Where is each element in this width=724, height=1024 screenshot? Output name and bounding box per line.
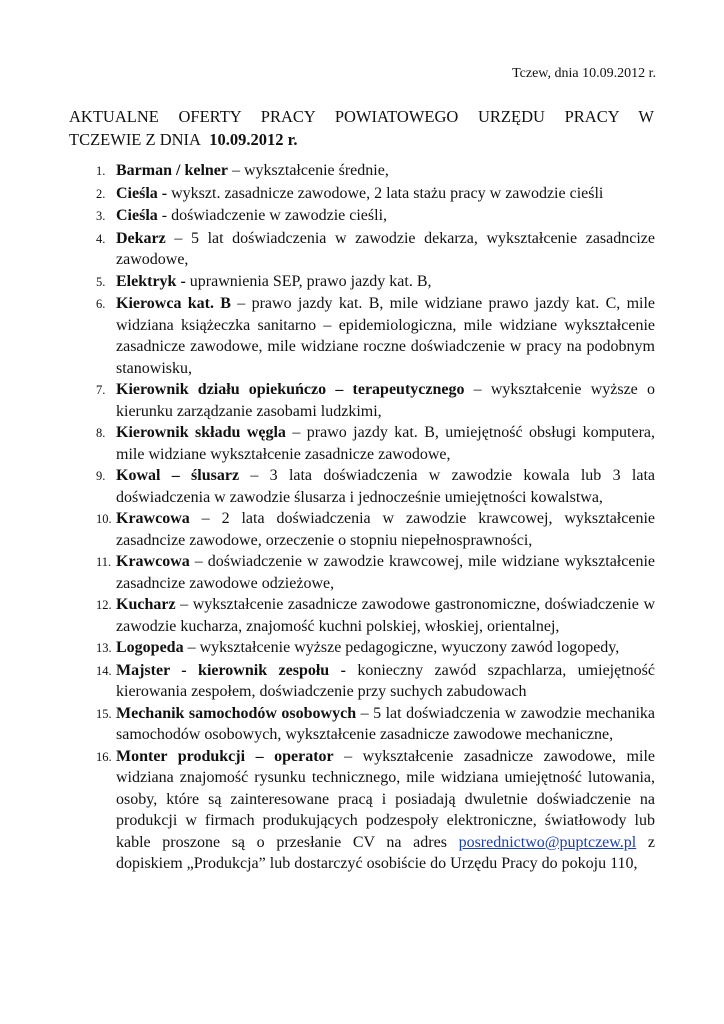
item-content: [116, 508, 655, 551]
item-content: [116, 703, 655, 746]
list-item: [69, 183, 655, 206]
list-item: [69, 551, 655, 594]
item-number: [69, 465, 116, 508]
job-description: – 5 lat doświadczenia w zawodzie mechanika samochodów osobowych, wykształcenie zasadnicze zawodowe mechaniczne,: [116, 704, 655, 743]
date-line: Tczew, dnia 10.09.2012 r.: [512, 66, 656, 81]
job-title: Krawcowa: [116, 553, 190, 570]
job-title: Dekarz: [116, 229, 166, 247]
item-number-label: 8.: [96, 426, 106, 440]
item-content: [116, 660, 655, 703]
job-title: Krawcowa: [116, 510, 190, 527]
list-item: [69, 271, 655, 294]
job-description: – wykształcenie średnie,: [228, 162, 389, 179]
item-number-label: 13.: [96, 641, 112, 655]
item-content: [116, 205, 655, 228]
item-number-label: 5.: [96, 274, 106, 289]
item-content: [116, 183, 655, 206]
item-number-label: 11.: [96, 555, 112, 569]
job-title: Kierowca kat. B: [116, 295, 231, 312]
item-content: [116, 271, 655, 294]
title-line-2-prefix: TCZEWIE Z DNIA: [69, 130, 201, 149]
list-item: [69, 160, 655, 183]
job-description: – prawo jazdy kat. B, mile widziane prawo jazdy kat. C, mile widziana książeczka sanitarno – epidemiologiczna, mile widziane wykształcenie zasadnicze zawodowe, mile widziane roczne doświadczenie w pracy na podobnym stanowisku,: [116, 295, 656, 377]
job-description: – prawo jazdy kat. B, umiejętność obsługi komputera, mile widziane wykształcenie zasadnicze zawodowe,: [116, 424, 655, 463]
item-number: [69, 551, 116, 594]
job-title: Kierownik działu opiekuńczo – terapeutycznego: [116, 381, 465, 398]
job-title: Cieśla: [116, 207, 158, 224]
list-item: [69, 660, 655, 703]
item-number: [69, 160, 116, 183]
job-description: – 3 lata doświadczenia w zawodzie kowala lub 3 lata doświadczenia w zawodzie ślusarza i jednocześnie umiejętności kowalstwa,: [116, 467, 655, 506]
job-title: Cieśla -: [116, 184, 168, 202]
title-date: 10.09.2012 r.: [209, 130, 298, 149]
item-content: [116, 551, 655, 594]
item-number-label: 9.: [96, 469, 106, 483]
job-description: wykszt. zasadnicze zawodowe, 2 lata stażu pracy w zawodzie cieśli: [167, 184, 604, 202]
item-content: [116, 422, 655, 465]
item-number: [69, 637, 116, 660]
job-description: – doświadczenie w zawodzie krawcowej, mile widziane wykształcenie zasadncize zawodowe odzieżowe,: [116, 553, 655, 592]
job-description: konieczny zawód szpachlarza, umiejętność kierowania zespołem, doświadczenie przy suchych zabudowach: [116, 661, 655, 700]
job-description: – wykształcenie wyższe o kierunku zarządzanie zasobami ludzkimi,: [116, 381, 655, 420]
item-content: [116, 637, 655, 660]
item-number: [69, 271, 116, 294]
job-description: – 5 lat doświadczenia w zawodzie dekarza, wykształcenie zasadncize zawodowe,: [116, 229, 655, 268]
list-item: [69, 293, 655, 379]
page-title: [69, 105, 654, 151]
list-item: [69, 228, 655, 271]
item-number: [69, 703, 116, 746]
item-number-label: 3.: [96, 209, 106, 223]
item-number-label: 12.: [96, 598, 112, 612]
list-item: [69, 703, 655, 746]
item-number: [69, 228, 116, 271]
job-title: Majster - kierownik zespołu -: [116, 661, 346, 679]
item-number: [69, 422, 116, 465]
item-content: [116, 746, 655, 875]
job-title: Kierownik składu węgla: [116, 424, 286, 441]
item-content: [116, 293, 655, 379]
item-number: [69, 183, 116, 206]
job-description: – wykształcenie zasadnicze zawodowe, mile widziana znajomość rysunku technicznego, mile widziana umiejętność lutowania, osoby, które są zainteresowane pracą i posiadają dwuletnie doświadczenie na produkcji w firmach produkujących podzespoły elektroniczne, światłowody lub kable proszone są o przesłanie CV na adres: [116, 747, 655, 851]
item-number: [69, 746, 116, 875]
list-item: [69, 205, 655, 228]
job-description: – wykształcenie wyższe pedagogiczne, wyuczony zawód logopedy,: [183, 639, 620, 656]
item-number-label: 10.: [96, 512, 112, 526]
item-content: [116, 228, 655, 271]
job-description: – wykształcenie zasadnicze zawodowe gastronomiczne, doświadczenie w zawodzie kucharza, znajomość kuchni polskiej, włoskiej, orientalnej,: [116, 596, 655, 635]
item-content: [116, 379, 655, 422]
item-content: [116, 465, 655, 508]
item-number-label: 6.: [96, 297, 106, 311]
item-content: [116, 594, 655, 637]
job-title: Kucharz: [116, 596, 176, 613]
item-number: [69, 293, 116, 379]
job-title: Logopeda: [116, 639, 184, 656]
list-item: [69, 465, 655, 508]
item-number-label: 16.: [96, 749, 112, 764]
job-title: Barman / kelner: [116, 162, 228, 179]
email-link[interactable]: posrednictwo@puptczew.pl: [458, 833, 637, 851]
item-number: [69, 594, 116, 637]
list-item: [69, 379, 655, 422]
job-title: Elektryk -: [116, 272, 186, 290]
job-description: uprawnienia SEP, prawo jazdy kat. B,: [185, 272, 432, 290]
title-line-1: AKTUALNE OFERTY PRACY POWIATOWEGO URZĘDU PRACY W: [69, 107, 654, 126]
item-number: [69, 660, 116, 703]
job-description: - doświadczenie w zawodzie cieśli,: [157, 207, 388, 224]
item-number-label: 2.: [96, 186, 106, 201]
item-content: [116, 160, 655, 183]
item-number-label: 4.: [96, 231, 106, 246]
list-item: [69, 422, 655, 465]
item-number-label: 1.: [96, 164, 106, 178]
list-item: [69, 746, 655, 875]
list-item: [69, 508, 655, 551]
item-number-label: 15.: [96, 706, 112, 721]
job-offers-list: [69, 160, 655, 875]
job-title: Mechanik samochodów osobowych: [116, 704, 357, 722]
job-description-continued: z dopiskiem „Produkcja” lub dostarczyć osobiście do Urzędu Pracy do pokoju 110,: [116, 833, 655, 872]
item-number: [69, 508, 116, 551]
item-number-label: 7.: [96, 383, 106, 397]
item-number: [69, 205, 116, 228]
job-title: Kowal – ślusarz: [116, 467, 240, 484]
list-item: [69, 594, 655, 637]
item-number-label: 14.: [96, 663, 112, 678]
list-item: [69, 637, 655, 660]
job-description: – 2 lata doświadczenia w zawodzie krawcowej, wykształcenie zasadncize zawodowe, orzeczenie o stopniu niepełnosprawności,: [116, 510, 655, 549]
item-number: [69, 379, 116, 422]
job-title: Monter produkcji – operator: [116, 747, 334, 765]
